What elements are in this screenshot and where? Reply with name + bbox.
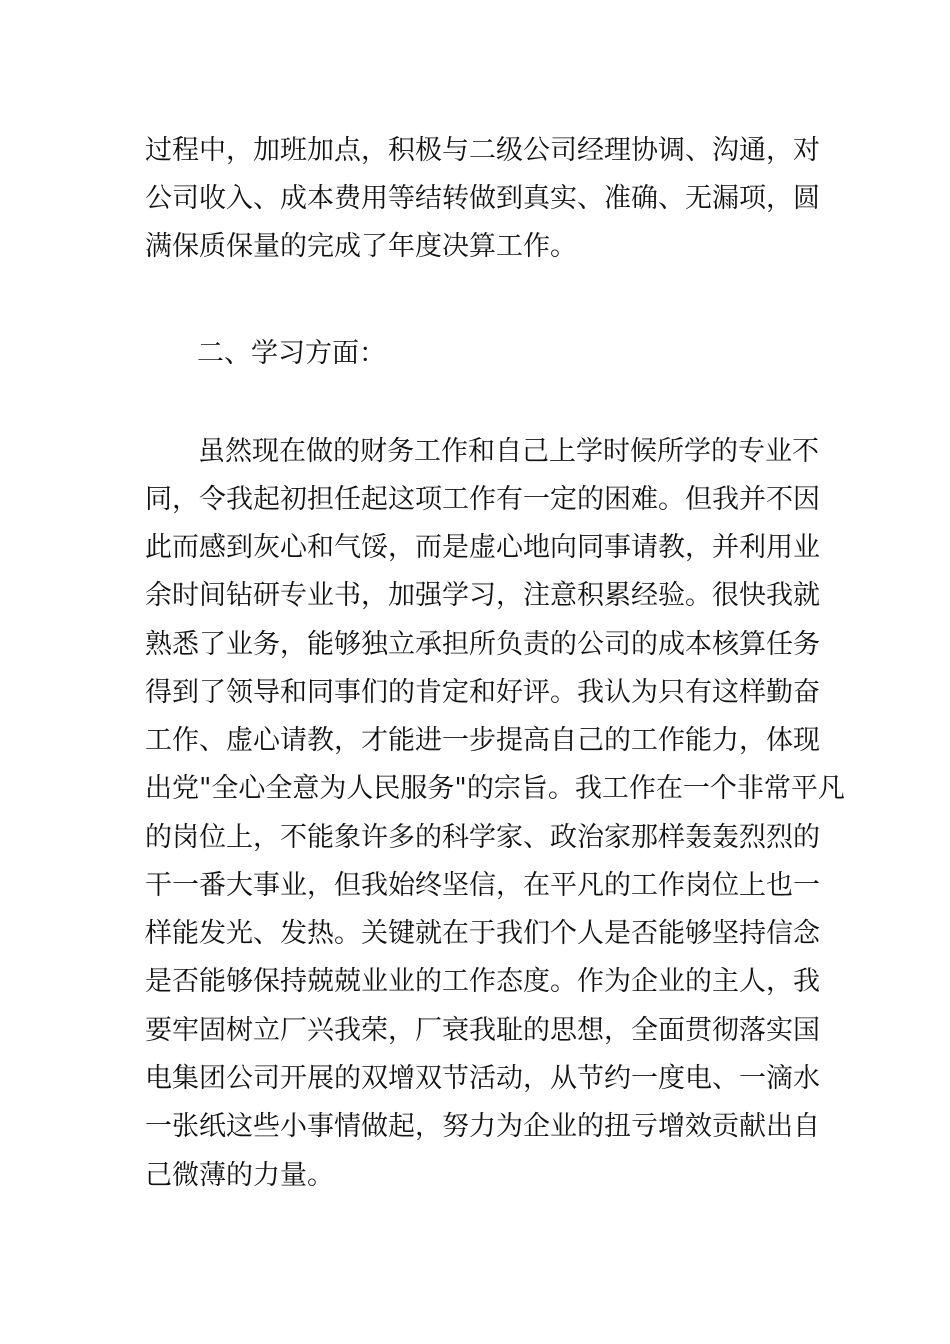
paragraph-line: 余时间钻研专业书，加强学习，注意积累经验。很快我就 [145,580,820,611]
paragraph-line: 同，令我起初担任起这项工作有一定的困难。但我并不因 [145,484,820,515]
paragraph-line: 满保质保量的完成了年度决算工作。 [145,231,577,262]
paragraph-line: 样能发光、发热。关键就在于我们个人是否能够坚持信念 [145,918,820,949]
section-heading: 二、学习方面： [197,338,386,369]
paragraph-line: 是否能够保持兢兢业业的工作态度。作为企业的主人，我 [145,966,820,997]
paragraph-line: 工作、虚心请教，才能进一步提高自己的工作能力，体现 [145,725,820,756]
paragraph-line: 电集团公司开展的双增双节活动，从节约一度电、一滴水 [145,1063,820,1094]
paragraph-line: 公司收入、成本费用等结转做到真实、准确、无漏项，圆 [145,183,820,214]
paragraph-line: 此而感到灰心和气馁，而是虚心地向同事请教，并利用业 [145,532,820,563]
paragraph-line: 过程中，加班加点，积极与二级公司经理协调、沟通，对 [145,135,820,166]
paragraph-line: 出党"全心全意为人民服务"的宗旨。我工作在一个非常平凡 [145,773,845,804]
paragraph-line: 熟悉了业务，能够独立承担所负责的公司的成本核算任务 [145,629,820,660]
paragraph-line: 的岗位上，不能象许多的科学家、政治家那样轰轰烈烈的 [145,822,820,853]
paragraph-line: 得到了领导和同事们的肯定和好评。我认为只有这样勤奋 [145,677,820,708]
paragraph-line: 一张纸这些小事情做起，努力为企业的扭亏增效贡献出自 [145,1111,820,1142]
paragraph-line: 虽然现在做的财务工作和自己上学时候所学的专业不 [198,436,819,467]
paragraph-line: 干一番大事业，但我始终坚信，在平凡的工作岗位上也一 [145,870,820,901]
paragraph-line: 己微薄的力量。 [145,1160,334,1191]
paragraph-line: 要牢固树立厂兴我荣，厂衰我耻的思想，全面贯彻落实国 [145,1015,820,1046]
